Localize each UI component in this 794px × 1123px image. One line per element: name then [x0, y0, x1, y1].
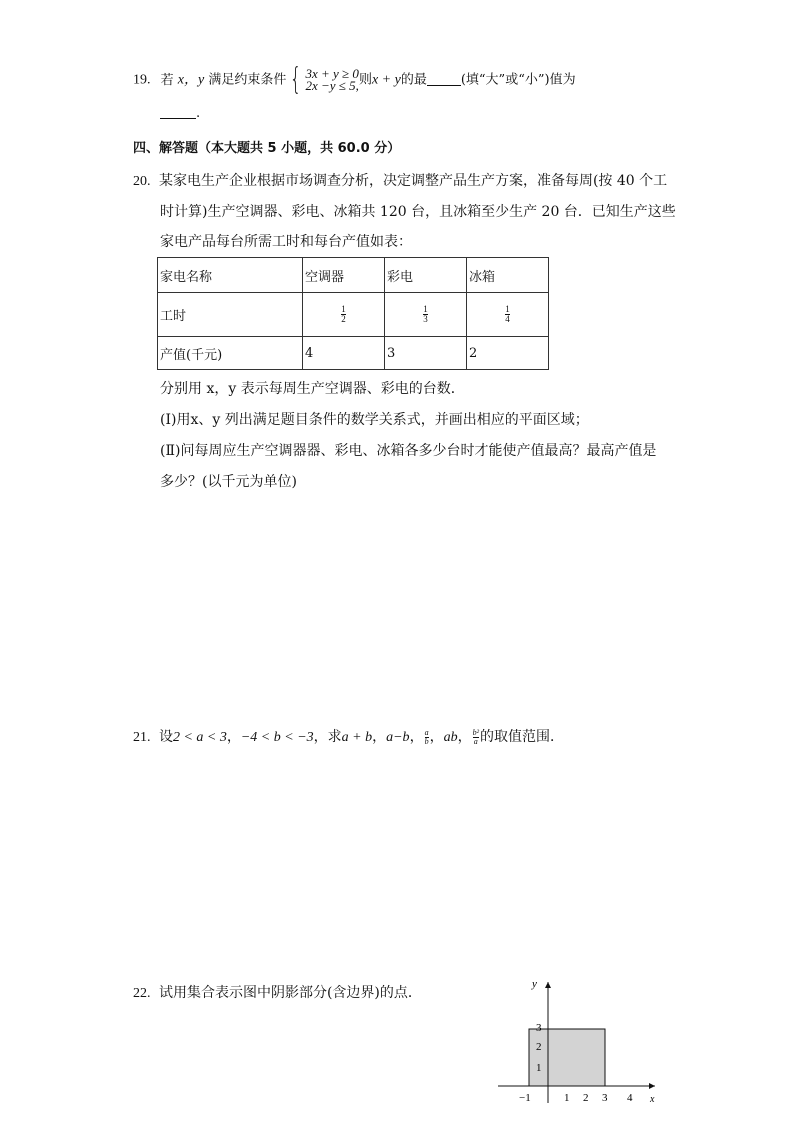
q21-prefix: 设 [158, 729, 173, 745]
table-cell [303, 293, 385, 337]
fraction [423, 305, 428, 324]
question-19 [133, 62, 576, 97]
q20-text-1: 某家电生产企业根据市场调查分析，决定调整产品生产方案，准备每周(按 40 个工 [158, 173, 668, 189]
x-tick-label: −1 [519, 1092, 531, 1104]
separator: ， [226, 729, 241, 745]
q20-part-2: (Ⅱ)问每周应生产空调器器、彩电、冰箱各多少台时才能使产值最高？最高产值是 [160, 443, 657, 459]
question-21 [133, 727, 564, 748]
expr-product: ab [443, 730, 458, 745]
row-label: 产值(千元) [158, 337, 303, 370]
q20-part-2b: 多少？(以千元为单位) [160, 474, 297, 490]
q19-vars: x，y [177, 72, 205, 88]
q19-hint: (填“大”或“小”)值为 [460, 72, 576, 88]
table-header: 彩电 [385, 258, 467, 293]
frac-num: b² [472, 727, 479, 737]
answer-blank-1[interactable] [427, 71, 461, 86]
x-tick-label: 3 [602, 1092, 608, 1104]
y-axis-label: y [532, 978, 537, 990]
table-cell: 2 [467, 337, 549, 370]
frac-den: 2 [341, 314, 346, 324]
table-row [158, 293, 549, 337]
q21-end: 的取值范围． [479, 729, 564, 745]
y-tick-label: 2 [536, 1041, 542, 1053]
x-axis-label: x [650, 1094, 655, 1105]
y-tick-label: 1 [536, 1062, 542, 1074]
separator: ， [372, 729, 387, 745]
constraint-1: 3x + y ≥ 0 [305, 66, 359, 81]
q19-then: 则 [358, 72, 372, 88]
q19-mid-text: 满足约束条件 [208, 72, 287, 88]
q20-line-3: 家电产品每台所需工时和每台产值如表： [160, 234, 412, 250]
fraction-b2-over-a [473, 729, 479, 746]
x-tick-label: 4 [627, 1092, 633, 1104]
appliance-table [157, 257, 549, 370]
question-number: 19. [133, 72, 151, 88]
constraint-system [305, 68, 358, 92]
q20-part-1: (Ⅰ)用x、y 列出满足题目条件的数学关系式，并画出相应的平面区域； [160, 412, 589, 428]
question-number: 21. [133, 730, 151, 745]
shaded-region [529, 1029, 605, 1086]
answer-blank-2[interactable] [160, 104, 196, 119]
separator: ， [457, 729, 472, 745]
constraint-2: 2x −y ≤ 5, [305, 78, 359, 93]
q21-ask: ，求 [313, 729, 342, 745]
table-cell: 3 [385, 337, 467, 370]
frac-den: b [424, 736, 429, 746]
condition-b: −4 < b < −3 [240, 730, 314, 745]
frac-den: 4 [505, 314, 510, 324]
section-title: 四、解答题（本大题共 5 小题，共 60.0 分） [133, 141, 401, 156]
q19-suffix: 的最 [400, 72, 427, 88]
brace-icon: { [290, 62, 302, 97]
q20-line-4: 分别用 x，y 表示每周生产空调器、彩电的台数． [160, 381, 465, 397]
q20-line-1 [133, 171, 667, 192]
separator: ， [409, 729, 424, 745]
x-tick-label: 2 [583, 1092, 589, 1104]
coordinate-graph [490, 970, 670, 1110]
expr-diff: a−b [386, 730, 410, 745]
q19-expr: x + y [371, 72, 401, 88]
x-tick-label: 1 [564, 1092, 570, 1104]
table-cell [467, 293, 549, 337]
fraction-a-over-b [425, 729, 429, 746]
table-header: 冰箱 [467, 258, 549, 293]
frac-num: 1 [341, 304, 346, 314]
question-number: 22. [133, 986, 151, 1001]
table-cell: 4 [303, 337, 385, 370]
fraction [505, 305, 510, 324]
row-label: 工时 [158, 293, 303, 337]
table-row [158, 258, 549, 293]
table-row [158, 337, 549, 370]
table-cell [385, 293, 467, 337]
y-tick-label: 3 [536, 1022, 542, 1034]
q19-second-line [160, 104, 200, 124]
question-number: 20. [133, 174, 151, 189]
table-header: 空调器 [303, 258, 385, 293]
frac-num: 1 [423, 304, 428, 314]
table-header: 家电名称 [158, 258, 303, 293]
separator: ， [429, 729, 444, 745]
frac-den: a [473, 736, 478, 746]
q19-end: . [196, 106, 201, 121]
frac-num: a [424, 727, 429, 737]
question-22 [133, 983, 422, 1004]
condition-a: 2 < a < 3 [172, 730, 227, 745]
fraction [341, 305, 346, 324]
expr-sum: a + b [341, 730, 373, 745]
q19-prefix: 若 [160, 72, 174, 88]
frac-num: 1 [505, 304, 510, 314]
q20-line-2: 时计算)生产空调器、彩电、冰箱共 120 台，且冰箱至少生产 20 台．已知生产这些 [160, 204, 676, 220]
frac-den: 3 [423, 314, 428, 324]
q22-text: 试用集合表示图中阴影部分(含边界)的点． [158, 985, 422, 1001]
